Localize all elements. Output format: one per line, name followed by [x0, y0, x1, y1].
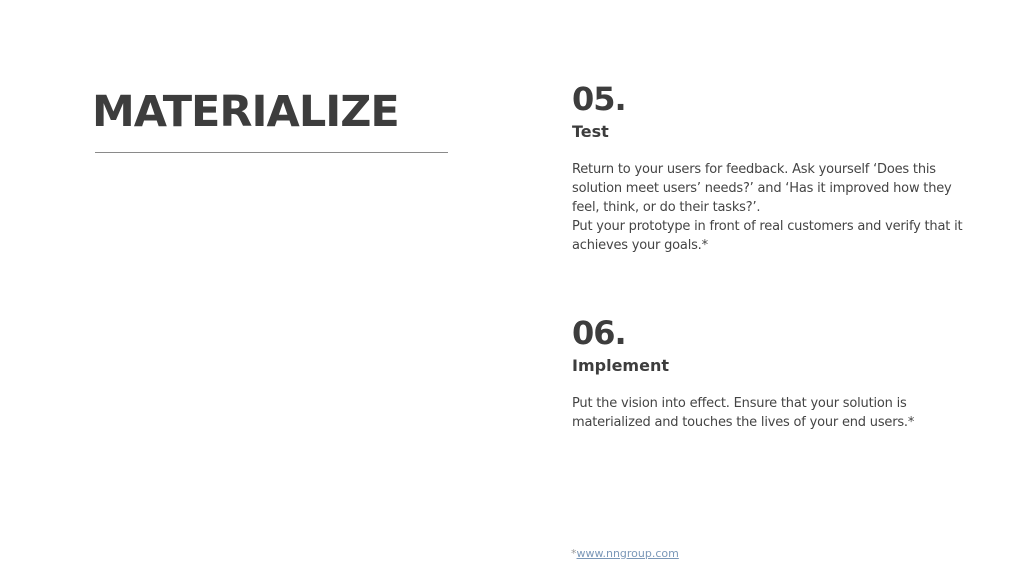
step-description — [572, 160, 972, 255]
source-link[interactable]: www.nngroup.com — [576, 547, 679, 560]
step-description-paragraph: Put the vision into effect. Ensure that your solution is materialized and touches the lives of your end users.* — [572, 396, 915, 430]
source-footnote — [571, 546, 679, 562]
title-divider — [95, 152, 448, 153]
step-description — [572, 394, 972, 432]
slide-title: MATERIALIZE — [92, 87, 399, 137]
step-description-paragraph: Return to your users for feedback. Ask yourself ‘Does this solution meet users’ needs?’ and ‘Has it improved how they feel, think, or do their tasks?’. — [572, 162, 952, 215]
step-heading: Implement — [572, 356, 669, 375]
step-test — [572, 78, 972, 255]
footnote-marker: * — [571, 547, 577, 560]
step-heading: Test — [572, 122, 609, 141]
step-implement — [572, 312, 972, 432]
step-description-paragraph: Put your prototype in front of real customers and verify that it achieves your goals.* — [572, 219, 963, 253]
step-number: 06. — [572, 314, 626, 352]
step-number: 05. — [572, 80, 626, 118]
